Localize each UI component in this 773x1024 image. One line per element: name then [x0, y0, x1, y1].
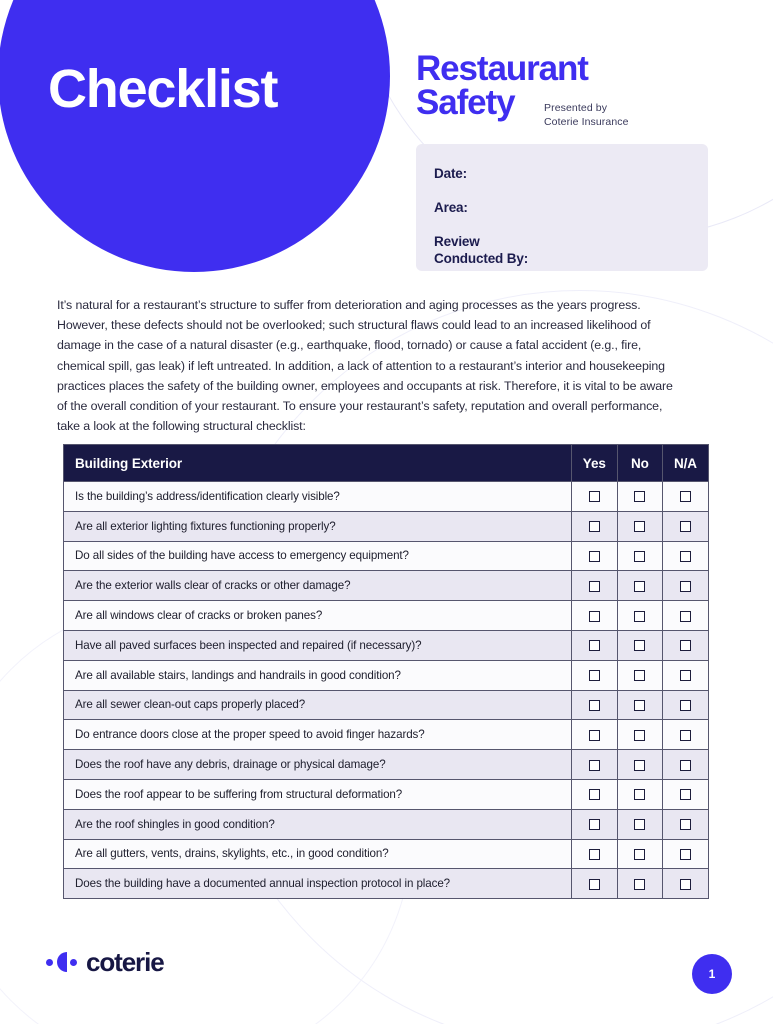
checkbox-cell-yes[interactable]: [572, 511, 618, 541]
checklist-question: Does the roof have any debris, drainage or physical damage?: [64, 750, 572, 780]
checkbox-no[interactable]: [634, 521, 645, 532]
checklist-table-head: [64, 445, 709, 482]
table-header-row: [64, 445, 709, 482]
checkbox-cell-na[interactable]: [663, 750, 709, 780]
review-label-line2: Conducted By:: [434, 250, 529, 266]
area-label: Area:: [434, 199, 468, 215]
checkbox-cell-na[interactable]: [663, 690, 709, 720]
table-row: [64, 720, 709, 750]
checkbox-yes[interactable]: [589, 730, 600, 741]
checklist-question: Does the building have a documented annual inspection protocol in place?: [64, 869, 572, 899]
checkbox-no[interactable]: [634, 789, 645, 800]
checkbox-cell-no[interactable]: [617, 541, 663, 571]
checkbox-yes[interactable]: [589, 760, 600, 771]
checkbox-no[interactable]: [634, 700, 645, 711]
page-number-badge: 1: [692, 954, 732, 994]
checkbox-cell-na[interactable]: [663, 601, 709, 631]
column-header-na: N/A: [663, 445, 709, 482]
checkbox-yes[interactable]: [589, 879, 600, 890]
checkbox-no[interactable]: [634, 581, 645, 592]
logo-dot-right-icon: [70, 959, 77, 966]
checkbox-cell-yes[interactable]: [572, 809, 618, 839]
checkbox-cell-yes[interactable]: [572, 660, 618, 690]
checkbox-no[interactable]: [634, 491, 645, 502]
table-row: [64, 511, 709, 541]
checkbox-na[interactable]: [680, 730, 691, 741]
checkbox-cell-na[interactable]: [663, 869, 709, 899]
presented-by-line2: Coterie Insurance: [544, 116, 629, 129]
table-row: [64, 571, 709, 601]
checkbox-cell-no[interactable]: [617, 482, 663, 512]
table-row: [64, 750, 709, 780]
checkbox-cell-no[interactable]: [617, 779, 663, 809]
review-label-line1: Review: [434, 233, 480, 249]
checklist-question: Are all sewer clean-out caps properly placed?: [64, 690, 572, 720]
checkbox-cell-na[interactable]: [663, 839, 709, 869]
checklist-question: Are all available stairs, landings and handrails in good condition?: [64, 660, 572, 690]
checkbox-no[interactable]: [634, 670, 645, 681]
checkbox-cell-yes[interactable]: [572, 541, 618, 571]
checkbox-cell-no[interactable]: [617, 690, 663, 720]
checkbox-cell-yes[interactable]: [572, 779, 618, 809]
checkbox-cell-na[interactable]: [663, 809, 709, 839]
checkbox-yes[interactable]: [589, 581, 600, 592]
checkbox-no[interactable]: [634, 819, 645, 830]
table-row: [64, 869, 709, 899]
checkbox-cell-yes[interactable]: [572, 571, 618, 601]
checkbox-na[interactable]: [680, 521, 691, 532]
checkbox-na[interactable]: [680, 700, 691, 711]
coterie-logo-icon: [46, 952, 77, 972]
table-row: [64, 839, 709, 869]
checkbox-cell-na[interactable]: [663, 779, 709, 809]
checkbox-yes[interactable]: [589, 491, 600, 502]
checkbox-cell-no[interactable]: [617, 630, 663, 660]
table-row: [64, 601, 709, 631]
presented-by: [544, 101, 629, 129]
checkbox-no[interactable]: [634, 730, 645, 741]
checkbox-cell-no[interactable]: [617, 839, 663, 869]
checkbox-cell-yes[interactable]: [572, 482, 618, 512]
table-row: [64, 779, 709, 809]
checkbox-no[interactable]: [634, 849, 645, 860]
checkbox-cell-na[interactable]: [663, 660, 709, 690]
checkbox-cell-na[interactable]: [663, 511, 709, 541]
checkbox-cell-no[interactable]: [617, 660, 663, 690]
brand-name: coterie: [86, 947, 164, 977]
table-row: [64, 482, 709, 512]
checklist-table: [63, 444, 709, 899]
document-title-line2: Safety: [416, 83, 515, 123]
checkbox-cell-no[interactable]: [617, 809, 663, 839]
document-header: [416, 49, 716, 129]
checkbox-yes[interactable]: [589, 819, 600, 830]
checkbox-na[interactable]: [680, 879, 691, 890]
checkbox-na[interactable]: [680, 640, 691, 651]
checkbox-na[interactable]: [680, 789, 691, 800]
checkbox-cell-na[interactable]: [663, 630, 709, 660]
checkbox-na[interactable]: [680, 760, 691, 771]
brand-logo: [46, 949, 164, 975]
checkbox-na[interactable]: [680, 670, 691, 681]
checkbox-no[interactable]: [634, 760, 645, 771]
checkbox-yes[interactable]: [589, 551, 600, 562]
checkbox-yes[interactable]: [589, 521, 600, 532]
checkbox-na[interactable]: [680, 819, 691, 830]
checklist-question: Are all gutters, vents, drains, skylights, etc., in good condition?: [64, 839, 572, 869]
checkbox-cell-na[interactable]: [663, 571, 709, 601]
checklist-question: Are the exterior walls clear of cracks or other damage?: [64, 571, 572, 601]
section-title: Building Exterior: [64, 445, 572, 482]
checkbox-na[interactable]: [680, 491, 691, 502]
column-header-no: No: [617, 445, 663, 482]
checkbox-na[interactable]: [680, 849, 691, 860]
checkbox-cell-yes[interactable]: [572, 630, 618, 660]
checkbox-yes[interactable]: [589, 849, 600, 860]
checkbox-yes[interactable]: [589, 640, 600, 651]
checkbox-cell-no[interactable]: [617, 869, 663, 899]
page-title: Checklist: [48, 59, 278, 119]
table-row: [64, 541, 709, 571]
checklist-question: Does the roof appear to be suffering from structural deformation?: [64, 779, 572, 809]
checkbox-cell-na[interactable]: [663, 541, 709, 571]
checkbox-cell-no[interactable]: [617, 601, 663, 631]
checkbox-no[interactable]: [634, 640, 645, 651]
checklist-question: Is the building’s address/identification clearly visible?: [64, 482, 572, 512]
checkbox-cell-no[interactable]: [617, 750, 663, 780]
checkbox-yes[interactable]: [589, 670, 600, 681]
checklist-table-body: [64, 482, 709, 899]
logo-half-circle-icon: [57, 952, 67, 972]
checkbox-cell-yes[interactable]: [572, 720, 618, 750]
checklist-table-container: [63, 444, 708, 899]
checkbox-na[interactable]: [680, 611, 691, 622]
checkbox-cell-yes[interactable]: [572, 839, 618, 869]
checkbox-no[interactable]: [634, 879, 645, 890]
document-title-line1: Restaurant: [416, 49, 588, 88]
checkbox-yes[interactable]: [589, 611, 600, 622]
column-header-yes: Yes: [572, 445, 618, 482]
table-row: [64, 690, 709, 720]
checklist-question: Do all sides of the building have access to emergency equipment?: [64, 541, 572, 571]
table-row: [64, 660, 709, 690]
checkbox-cell-no[interactable]: [617, 571, 663, 601]
checkbox-cell-na[interactable]: [663, 720, 709, 750]
checkbox-na[interactable]: [680, 551, 691, 562]
intro-paragraph: It’s natural for a restaurant’s structure to suffer from deterioration and aging processes as the years progress. However, these defects should not be overlooked; such structural flaws could lead to an increased likelihood of damage in the case of a natural disaster (e.g., earthquake, flood, tornado) or cause a fatal accident (e.g., fire, chemical spill, gas leak) if left untreated. In addition, a lack of attention to a restaurant’s interior and housekeeping practices places the safety of the building owner, employees and occupants at risk. Therefore, it is vital to be aware of the overall condition of your restaurant. To ensure your restaurant’s safety, reputation and overall performance, take a look at the following structural checklist:: [57, 298, 673, 434]
checklist-question: Have all paved surfaces been inspected and repaired (if necessary)?: [64, 630, 572, 660]
table-row: [64, 630, 709, 660]
checkbox-yes[interactable]: [589, 789, 600, 800]
checklist-question: Are the roof shingles in good condition?: [64, 809, 572, 839]
checklist-question: Are all exterior lighting fixtures functioning properly?: [64, 511, 572, 541]
checkbox-cell-no[interactable]: [617, 511, 663, 541]
date-label: Date:: [434, 166, 468, 181]
checkbox-cell-yes[interactable]: [572, 601, 618, 631]
checkbox-cell-na[interactable]: [663, 482, 709, 512]
checkbox-cell-yes[interactable]: [572, 690, 618, 720]
checklist-question: Do entrance doors close at the proper speed to avoid finger hazards?: [64, 720, 572, 750]
review-conducted-by-label: [434, 234, 708, 268]
checkbox-cell-yes[interactable]: [572, 869, 618, 899]
table-row: [64, 809, 709, 839]
checkbox-no[interactable]: [634, 551, 645, 562]
meta-info-box: [416, 144, 708, 271]
checkbox-no[interactable]: [634, 611, 645, 622]
checkbox-cell-no[interactable]: [617, 720, 663, 750]
checklist-question: Are all windows clear of cracks or broken panes?: [64, 601, 572, 631]
checkbox-cell-yes[interactable]: [572, 750, 618, 780]
hero-circle-decoration: [0, 0, 390, 272]
presented-by-line1: Presented by: [544, 102, 608, 114]
checkbox-na[interactable]: [680, 581, 691, 592]
logo-dot-left-icon: [46, 959, 53, 966]
checkbox-yes[interactable]: [589, 700, 600, 711]
